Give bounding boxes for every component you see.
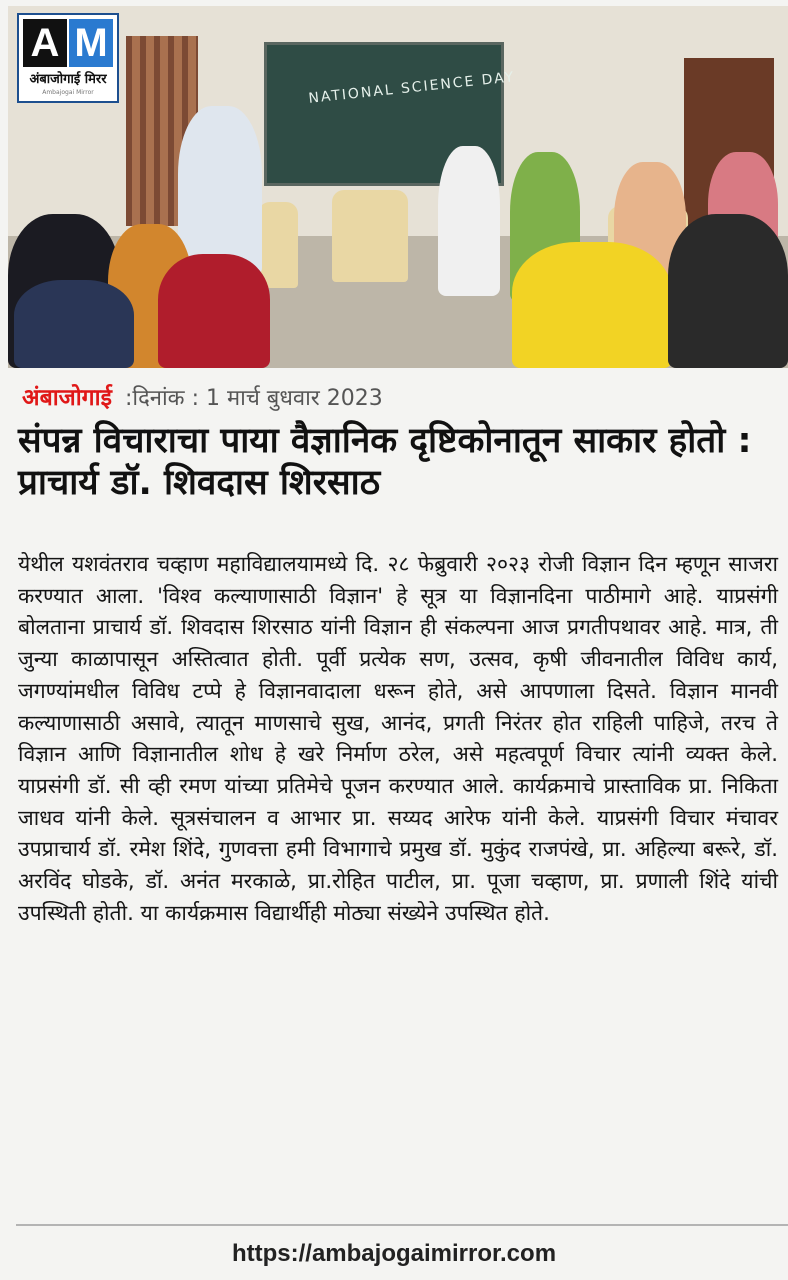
logo-name: अंबाजोगाई मिरर	[29, 72, 107, 87]
website-url: https://ambajogaimirror.com	[231, 1240, 557, 1267]
dateline	[22, 378, 383, 418]
speaker-figure	[178, 106, 262, 276]
audience-figure	[158, 254, 270, 368]
event-photo	[8, 6, 788, 368]
audience-figure	[668, 214, 788, 368]
logo-letter-m: M	[69, 19, 113, 67]
blackboard-text: NATIONAL SCIENCE DAY	[307, 69, 517, 107]
audience-figure	[512, 242, 672, 368]
place-name: अंबाजोगाई	[22, 385, 112, 411]
chair	[258, 202, 298, 288]
article-body: येथील यशवंतराव चव्हाण महाविद्यालयामध्ये दि. २८ फेब्रुवारी २०२३ रोजी विज्ञान दिन म्हणून साजरा करण्यात आला. 'विश्व कल्याणासाठी विज्ञान' हे सूत्र या विज्ञानदिना पाठीमागे आहे. याप्रसंगी बोलताना प्राचार्य डॉ. शिवदास शिरसाठ यांनी विज्ञान ही संकल्पना आज प्रगतीपथावर आहे. मात्र, ती जुन्या काळापासून अस्तित्वात होती. पूर्वी प्रत्येक सण, उत्सव, कृषी जीवनातील विविध कार्य, जगण्यांमधील विविध टप्पे हे विज्ञानवादाला धरून होते, असे आपणाला दिसते. विज्ञान मानवी कल्याणासाठी असावे, त्यातून माणसाचे सुख, आनंद, प्रगती निरंतर होत राहिली पाहिजे, तरच ते विज्ञान आणि विज्ञानातील शोध हे खरे निर्माण ठरेल, असे महत्वपूर्ण विचार त्यांनी व्यक्त केले. याप्रसंगी डॉ. सी व्ही रमण यांच्या प्रतिमेचे पूजन करण्यात आले. कार्यक्रमाचे प्रास्ताविक प्रा. निकिता जाधव यांनी केले. सूत्रसंचालन व आभार प्रा. सय्यद आरेफ यांनी केले. याप्रसंगी विचार मंचावर उपप्राचार्य डॉ. रमेश शिंदे, गुणवत्ता हमी विभागाचे प्रमुख डॉ. मुकुंद राजपंखे, प्रा. अहिल्या बरूरे, डॉ. अरविंद घोडके, डॉ. अनंत मरकाळे, प्रा.रोहित पाटील, प्रा. पूजा चव्हाण, प्रा. प्रणाली शिंदे यांची उपस्थिती होती. या कार्यक्रमास विद्यार्थीही मोठ्या संख्येने उपस्थित होते.	[18, 551, 778, 925]
site-logo	[17, 13, 119, 103]
footer-divider	[16, 1224, 788, 1226]
chair	[332, 190, 408, 282]
logo-letter-a: A	[23, 19, 67, 67]
audience-figure	[14, 280, 134, 368]
publish-date: :दिनांक : 1 मार्च बुधवार 2023	[124, 386, 383, 411]
logo-tagline: Ambajogai Mirror	[42, 89, 94, 96]
guest-figure	[438, 146, 500, 296]
headline: संपन्न विचाराचा पाया वैज्ञानिक दृष्टिकोनातून साकार होतो : प्राचार्य डॉ. शिवदास शिरसाठ	[18, 421, 752, 503]
